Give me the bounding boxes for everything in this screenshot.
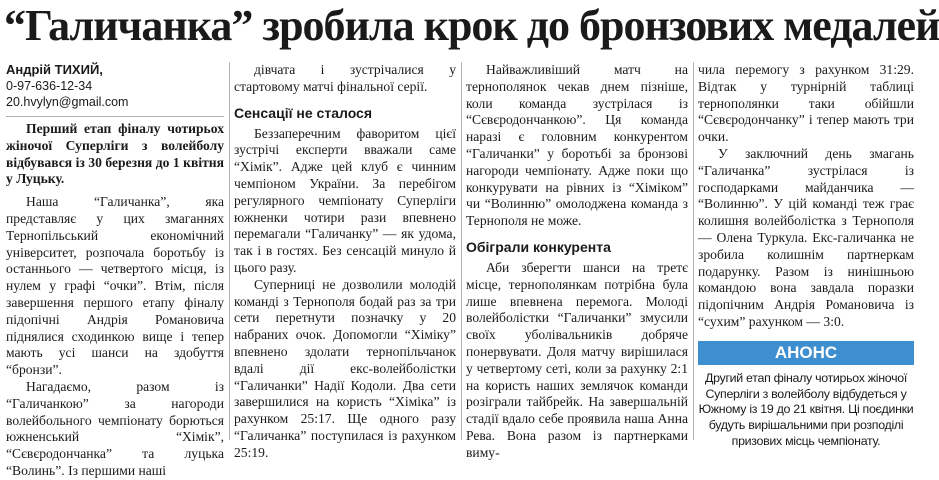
subheading: Обіграли конкурента [466,238,611,255]
paragraph: Беззаперечним фаворитом цієї зустрічі експерти вважали саме “Хімік”. Адже цей клуб є чинним чемпіоном України. За перебігом регулярного чемпіонату Суперліги южненки чотири рази впевнено перемагали “Галичанку” — як удома, так і в гостях. Без сенсацій минуло й цього разу. [234,125,456,275]
headline: “Галичанка” зробила крок до бронзових медалей [4,1,939,50]
column-divider [693,62,694,440]
paragraph: Найважливіший матч на тернополянок чекав днем пізніше, коли команда зустрілася із “Сєвєродончанкою”. Ця команда наразі є головним конкурентом “Галичанки” у боротьбі за бронзові нагороди чемпіонату. Адже поки що конкурувати на рівних із “Хіміком” чи “Волинню” омолоджена команда з Тернополя не може. [466,62,688,229]
paragraph: Суперниці не дозволили молодій команді з Тернополя бодай раз за три сети перетнути позначку у 20 набраних очок. Допомогли “Хіміку” впевнено здолати тернопільчанок вдалі дії екс-волейболістки “Галичанки” Надії Кодоли. Два сети завершилися на користь “Хіміка” із рахунком 25:17. Ще одного разу “Галичанка” поступилася із рахунком 25:19. [234,276,456,460]
byline-phone: 0-97-636-12-34 [6,79,93,93]
subheading: Сенсації не сталося [234,104,373,121]
byline-divider [6,116,224,117]
byline [6,62,224,110]
paragraph: чила перемогу з рахунком 31:29. Відтак у турнірній таблиці тернополянки таки обійшли “Сєвєродончанку” і тепер мають три очки. [698,62,914,145]
column-4 [698,62,914,448]
lead-paragraph: Перший етап фіналу чотирьох жіночої Суперліги з волейболу відбувався із 30 березня до 1 квітня у Луцьку. [6,121,224,187]
paragraph: Нагадаємо, разом із “Галичанкою” за нагороди волейбольного чемпіонату борються южненський “Хімік”, “Сєвєродончанка” та луцька “Волинь”. Із першими наші [6,378,224,478]
paragraph: Наша “Галичанка”, яка представляє у цих змаганнях Тернопільський економічний університет, розпочала боротьбу із останнього — четвертого місця, із нулем у графі “очки”. Втім, після завершення першого етапу фіналу підопічні Андрія Романовича піднялися сходинкою вище і тепер мають усі шанси на здобуття “бронзи”. [6,194,224,378]
column-divider [229,62,230,440]
paragraph: У заключний день змагань “Галичанка” зустрілася із господарками майданчика — “Волинню”. У цій команді теж грає колишня волейболістка з Тернополя — Олена Туркула. Екс-галичанка не зробила колишнім партнеркам подарунку. Разом із нинішньою командою вона завдала поразки підопічним Андрія Романовича із “сухим” рахунком — 3:0. [698,145,914,329]
column-2 [234,62,456,460]
column-3 [466,62,688,460]
paragraph: дівчата і зустрічалися у стартовому матчі фінальної серії. [234,62,456,94]
column-1 [6,62,224,478]
byline-email: 20.hvylyn@gmail.com [6,95,129,109]
paragraph: Аби зберегти шанси на третє місце, тернополянкам потрібна була лише впевнена перемога. Молоді волейболістки “Галичанки” змусили своїх уболівальників добряче понервувати. Доля матчу вирішилася у четвертому сеті, коли за рахунку 2:1 на користь наших землячок команди розіграли тайбрейк. На завершальній стадії вдало себе проявила наша Анна Рева. Вона разом із партнерками виму- [466,259,688,460]
column-divider [461,62,462,440]
byline-author: Андрій ТИХИЙ, [6,62,103,77]
announcement-text: Другий етап фіналу чотирьох жіночої Суперліги з волейболу відбудеться у Южному із 19 до 21 квітня. Ці поєдинки будуть вирішальними при розподілі призових місць чемпіонату. [698,370,914,448]
announcement-banner: АНОНС [698,341,914,365]
